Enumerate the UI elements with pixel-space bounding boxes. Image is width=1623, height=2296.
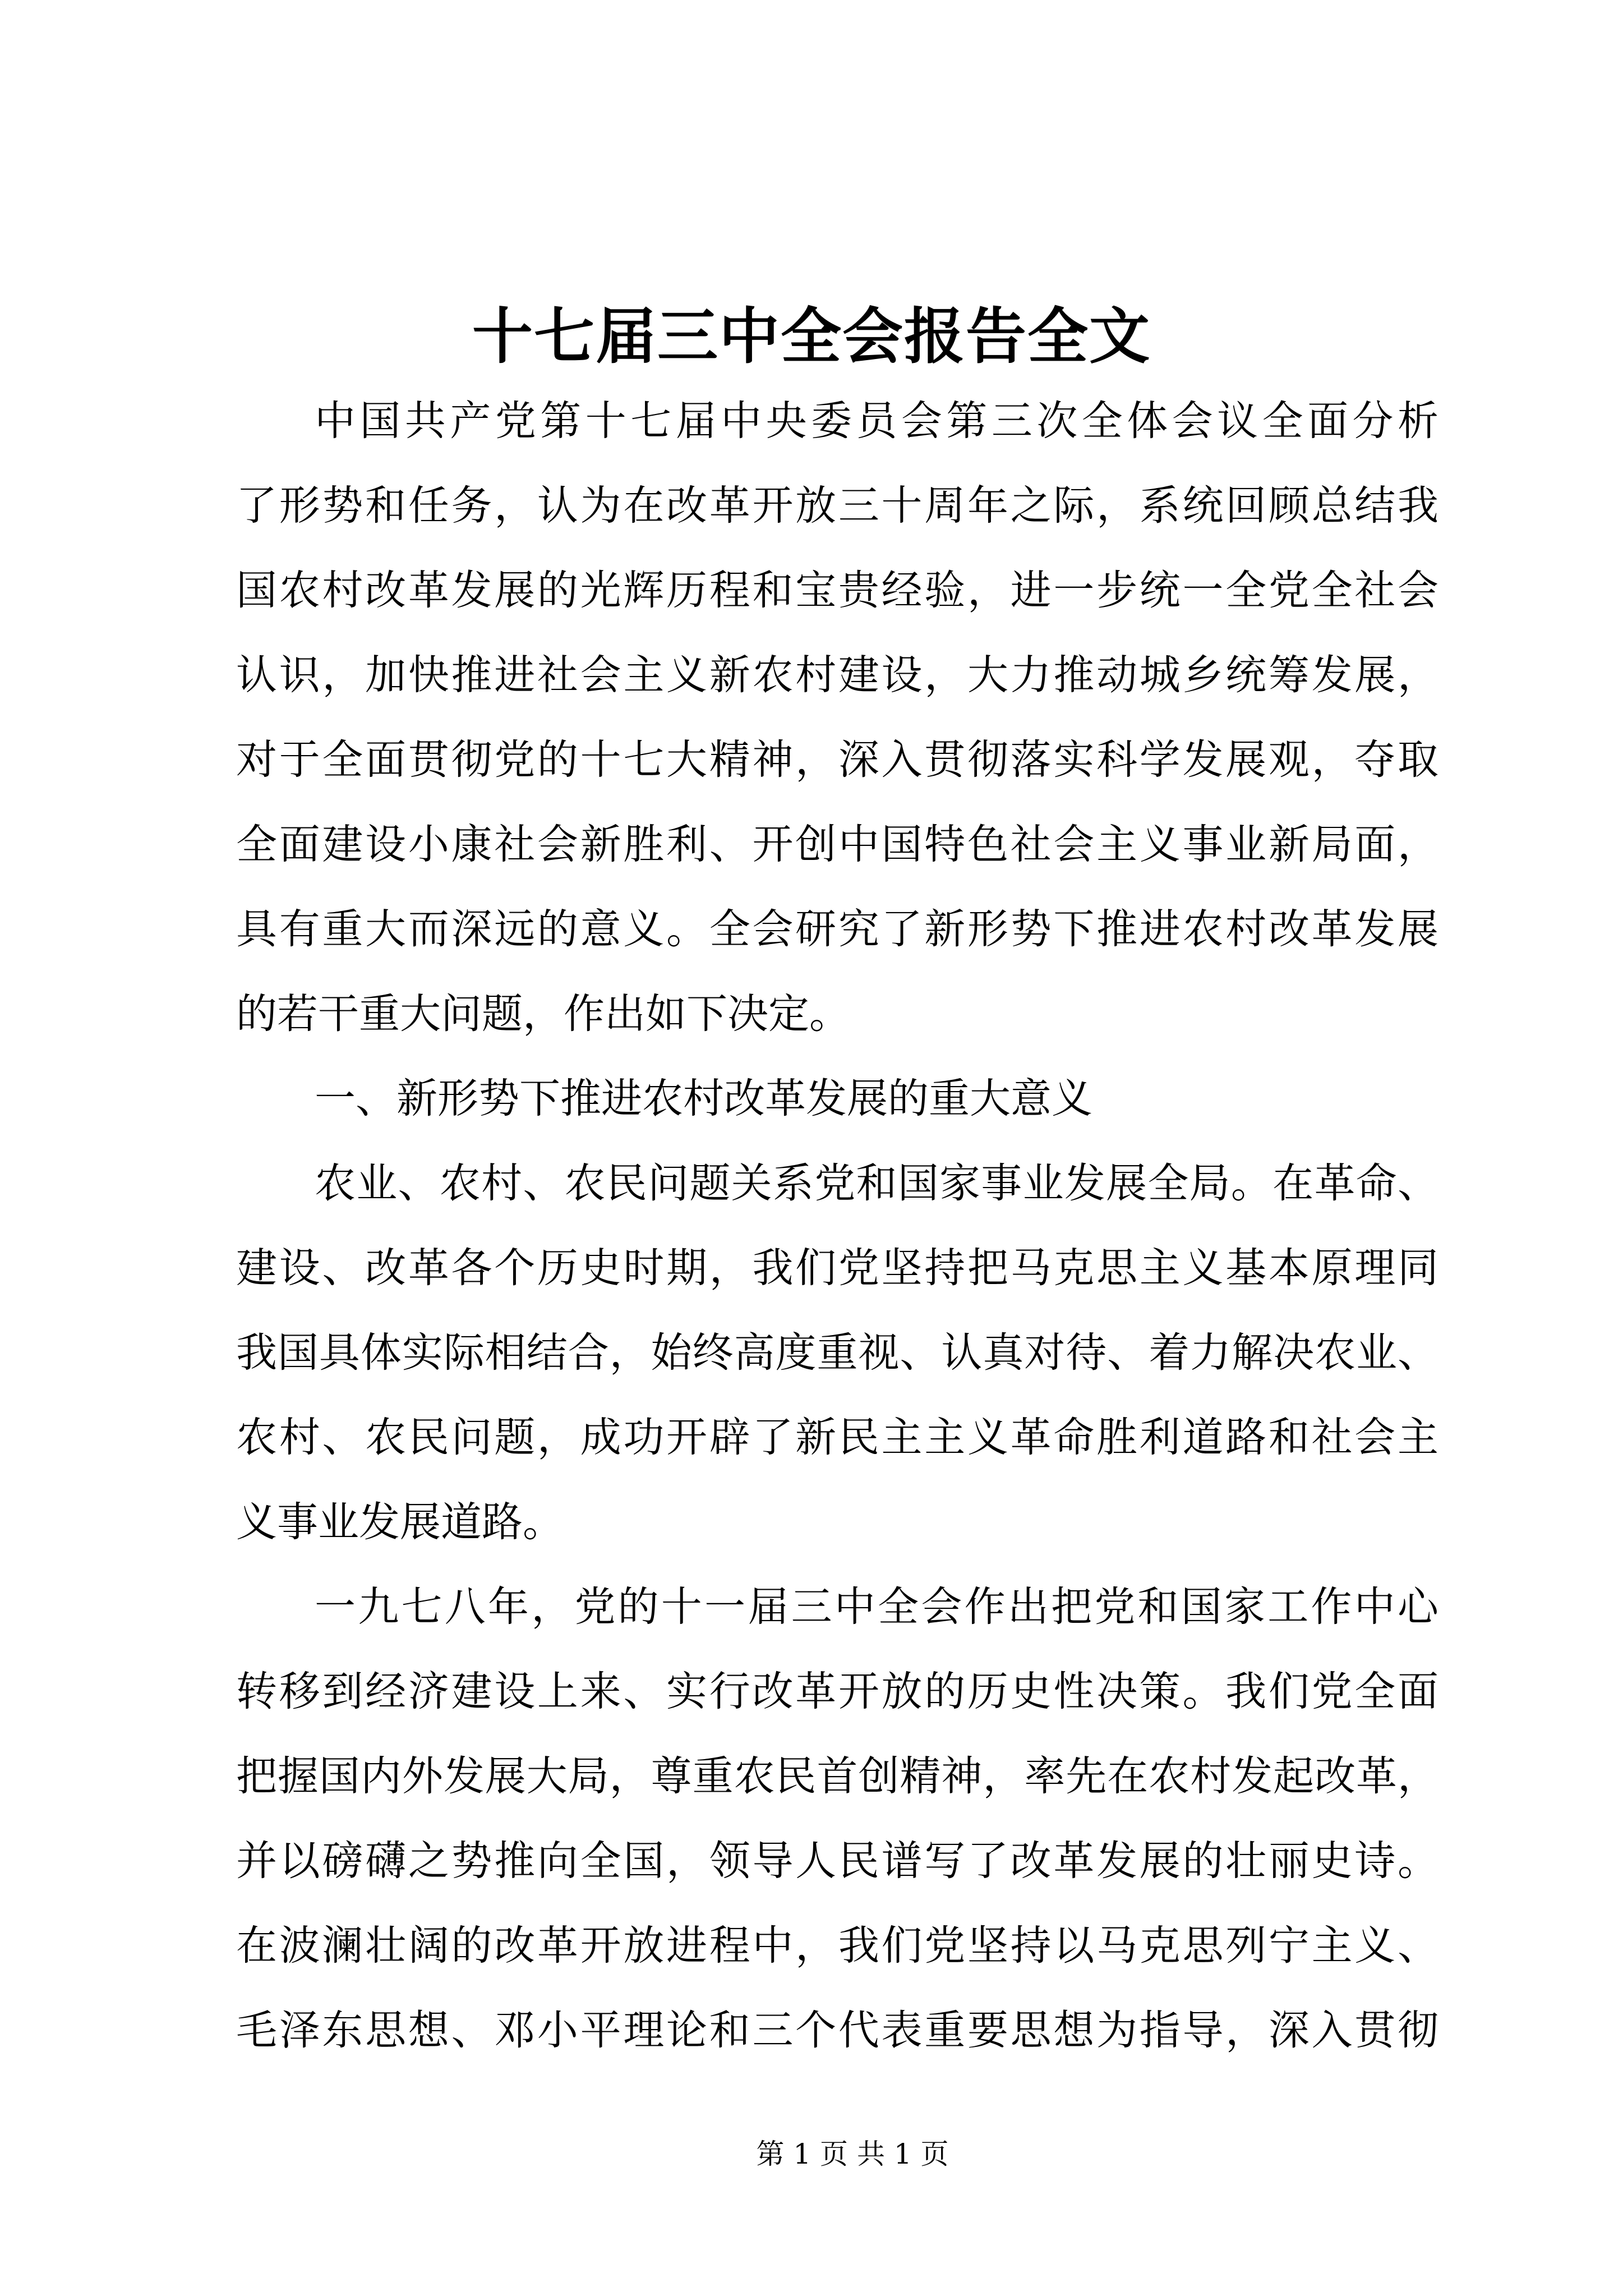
text-line: 具有重大而深远的意义。全会研究了新形势下推进农村改革发展 [236,905,1438,953]
document-body [236,379,1438,2073]
text-line: 对于全面贯彻党的十七大精神，深入贯彻落实科学发展观，夺取 [236,736,1438,784]
text-line: 把握国内外发展大局，尊重农民首创精神，率先在农村发起改革， [236,1752,1438,1800]
paragraph-1978 [236,1565,1438,2073]
text-line: 的若干重大问题，作出如下决定。 [236,990,850,1038]
text-line: 中国共产党第十七届中央委员会第三次全体会议全面分析 [315,397,1438,445]
text-line: 并以磅礴之势推向全国，领导人民谱写了改革发展的壮丽史诗。 [236,1837,1438,1885]
text-line: 农村、农民问题，成功开辟了新民主主义革命胜利道路和社会主 [236,1414,1438,1461]
text-line: 认识，加快推进社会主义新农村建设，大力推动城乡统筹发展， [236,651,1438,699]
text-line: 义事业发展道路。 [236,1498,564,1546]
text-line: 毛泽东思想、邓小平理论和三个代表重要思想为指导，深入贯彻 [236,2007,1438,2054]
page-footer: 第 1 页 共 1 页 [756,2138,949,2170]
document-title: 十七届三中全会报告全文 [472,301,1151,372]
text-line: 我国具体实际相结合，始终高度重视、认真对待、着力解决农业、 [236,1329,1438,1377]
section-heading [236,1056,1438,1141]
text-line: 国农村改革发展的光辉历程和宝贵经验，进一步统一全党全社会 [236,567,1438,614]
text-line: 建设、改革各个历史时期，我们党坚持把马克思主义基本原理同 [236,1244,1438,1292]
text-line: 在波澜壮阔的改革开放进程中，我们党坚持以马克思列宁主义、 [236,1922,1438,1970]
text-line: 全面建设小康社会新胜利、开创中国特色社会主义事业新局面， [236,821,1438,868]
text-line: 了形势和任务，认为在改革开放三十周年之际，系统回顾总结我 [236,482,1438,530]
text-line: 农业、农村、农民问题关系党和国家事业发展全局。在革命、 [315,1159,1438,1207]
paragraph-intro [236,379,1438,1056]
paragraph-agriculture [236,1141,1438,1565]
text-line: 一九七八年，党的十一届三中全会作出把党和国家工作中心 [315,1583,1438,1631]
section-heading-text: 一、新形势下推进农村改革发展的重大意义 [315,1075,1092,1122]
text-line: 转移到经济建设上来、实行改革开放的历史性决策。我们党全面 [236,1668,1438,1715]
